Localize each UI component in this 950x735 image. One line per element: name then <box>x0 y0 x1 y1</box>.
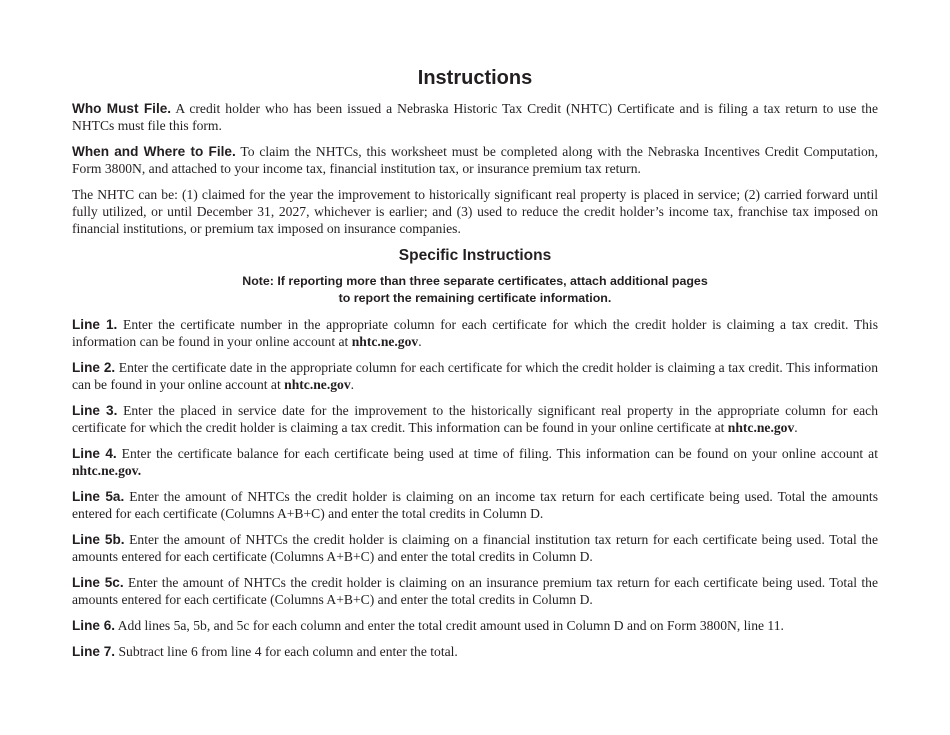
line-1-label: Line 1. <box>72 317 118 332</box>
line-2-instruction <box>72 359 878 393</box>
line-5b-text: Enter the amount of NHTCs the credit holder is claiming on a financial institution tax return for each certificate being used. Total the amounts entered for each certificate (Columns A+B+C) and enter the total credits in Column D. <box>72 532 878 564</box>
line-2-text: Enter the certificate date in the appropriate column for each certificate for which the credit holder is claiming a tax credit. This information can be found in your online account at <box>72 360 878 392</box>
line-4-link[interactable]: nhtc.ne.gov. <box>72 463 142 478</box>
line-2-link[interactable]: nhtc.ne.gov <box>284 377 351 392</box>
line-5b-instruction <box>72 531 878 565</box>
line-6-instruction <box>72 617 878 634</box>
line-1-text: Enter the certificate number in the appropriate column for each certificate for which the credit holder is claiming a tax credit. This information can be found in your online account at <box>72 317 878 349</box>
line-4-text: Enter the certificate balance for each certificate being used at time of filing. This information can be found on your online account at <box>116 446 878 461</box>
line-3-text: Enter the placed in service date for the improvement to the historically significant real property in the appropriate column for each certificate for which the credit holder is claiming a tax credit. This information can be found in your online certificate at <box>72 403 879 435</box>
note-line-2: to report the remaining certificate information. <box>338 291 612 305</box>
line-3-instruction <box>72 402 878 436</box>
page-title: Instructions <box>417 67 533 89</box>
line-5a-text: Enter the amount of NHTCs the credit holder is claiming on an income tax return for each certificate being used. Total the amounts entered for each certificate (Columns A+B+C) and enter the total credits in Column D. <box>72 489 878 521</box>
line-5c-text: Enter the amount of NHTCs the credit holder is claiming on an insurance premium tax return for each certificate being used. Total the amounts entered for each certificate (Columns A+B+C) and enter the total credits in Column D. <box>72 575 879 607</box>
when-where-label: When and Where to File. <box>72 144 236 159</box>
who-must-file-paragraph <box>72 100 878 134</box>
line-5a-label: Line 5a. <box>72 489 125 504</box>
who-must-file-label: Who Must File. <box>72 101 172 116</box>
line-7-label: Line 7. <box>72 644 116 659</box>
nhtc-can-be-paragraph: The NHTC can be: (1) claimed for the year the improvement to historically significant real property is placed in service; (2) carried forward until fully utilized, or until December 31, 2027, whichever is earlier; and (3) used to reduce the credit holder’s income tax, franchise tax imposed on financial institutions, or premium tax imposed on insurance companies. <box>72 187 878 236</box>
line-3-link[interactable]: nhtc.ne.gov <box>727 420 795 435</box>
specific-instructions-heading: Specific Instructions <box>398 247 552 264</box>
line-5a-instruction <box>72 488 878 522</box>
line-1-instruction <box>72 316 878 350</box>
line-2-end: . <box>350 377 355 392</box>
line-4-label: Line 4. <box>72 446 117 461</box>
when-where-text: To claim the NHTCs, this worksheet must be completed along with the Nebraska Incentives Credit Computation, Form 3800N, and attached to your income tax, financial institution tax, or insurance premium tax return. <box>72 144 878 176</box>
line-6-text: Add lines 5a, 5b, and 5c for each column and enter the total credit amount used in Column D and on Form 3800N, line 11. <box>115 618 784 633</box>
line-2-label: Line 2. <box>72 360 116 375</box>
line-7-text: Subtract line 6 from line 4 for each column and enter the total. <box>115 644 458 659</box>
line-1-link[interactable]: nhtc.ne.gov <box>351 334 419 349</box>
note <box>72 273 878 307</box>
line-4-instruction <box>72 445 878 479</box>
line-5b-label: Line 5b. <box>72 532 125 547</box>
note-line-1: Note: If reporting more than three separate certificates, attach additional pages <box>242 274 708 288</box>
line-3-end: . <box>794 420 798 435</box>
line-7-instruction <box>72 643 878 660</box>
line-5c-label: Line 5c. <box>72 575 124 590</box>
line-6-label: Line 6. <box>72 618 116 633</box>
instructions-page <box>72 66 878 669</box>
line-3-label: Line 3. <box>72 403 118 418</box>
when-where-paragraph <box>72 143 878 177</box>
line-1-end: . <box>418 334 422 349</box>
who-must-file-text: A credit holder who has been issued a Nebraska Historic Tax Credit (NHTC) Certificate and is filing a tax return to use the NHTCs must file this form. <box>72 101 878 133</box>
line-5c-instruction <box>72 574 878 608</box>
